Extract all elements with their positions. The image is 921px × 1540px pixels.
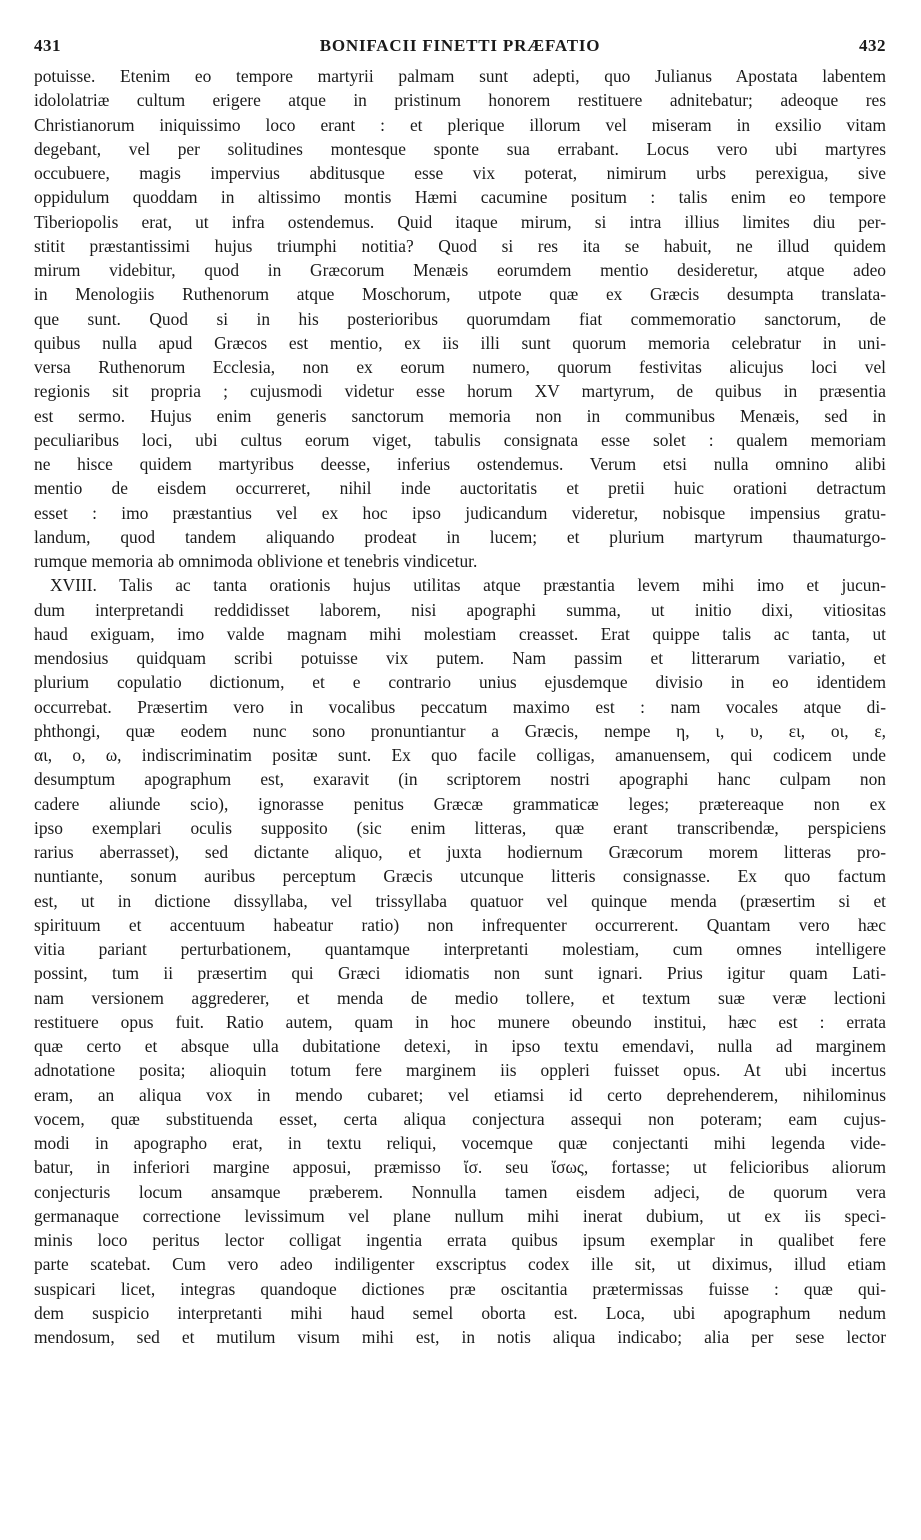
text-line xyxy=(34,1374,886,1398)
text-line: restituere opus fuit. Ratio autem, quam in hoc munere obeundo institui, hæc est : errata xyxy=(34,1011,886,1032)
text-line: dem suspicio interpretanti mihi haud semel oborta est. Loca, ubi apographum nedum xyxy=(34,1302,886,1323)
text-line: que sunt. Quod si in his posterioribus quorumdam fiat commemoratio sanctorum, de xyxy=(34,308,886,329)
text-line: ne hisce quidem martyribus deesse, inferius ostendemus. Verum etsi nulla omnino alibi xyxy=(34,454,886,474)
text-line: rarius aberrasset), sed dictante aliquo, et juxta hodiernum Græcorum morem litteras pro- xyxy=(34,842,886,862)
text-line: in Menologiis Ruthenorum atque Moschorum, utpote quæ ex Græcis desumpta translata- xyxy=(34,284,886,305)
text-line: vitia pariant perturbationem, quantamque interpretanti molestiam, cum omnes intelligere xyxy=(34,939,886,959)
text-line: stitit præstantissimi hujus triumphi notitia? Quod si res ita se habuit, ne illud quidem xyxy=(34,235,886,256)
text-line: nuntiante, sonum auribus perceptum Græcis utcunque litteris consignasse. Ex quo factum xyxy=(34,866,886,887)
text-line: nam versionem aggrederer, et menda de medio tollere, et textum suæ veræ lectioni xyxy=(34,987,886,1008)
text-line: minis loco peritus lector colligat ingentia errata quibus ipsum exemplar in qualibet fere xyxy=(34,1230,886,1250)
text-line: idololatriæ cultum erigere atque in pristinum honorem restituere adnitebatur; adeoque res xyxy=(34,90,886,111)
text-line: mendosum, sed et mutilum visum mihi est, in notis aliqua indicabo; alia per sese lector xyxy=(34,1327,886,1347)
text-line: versa Ruthenorum Ecclesia, non ex eorum numero, quorum festivitas alicujus loci vel xyxy=(34,357,886,377)
text-line: mirum videbitur, quod in Græcorum Menæis eorumdem mentio desideretur, atque adeo xyxy=(34,260,886,280)
text-line: ipso exemplari oculis supposito (sic enim litteras, quæ erant transcribendæ, perspiciens xyxy=(34,817,886,838)
text-line: adnotatione posita; alioquin totum fere marginem iis oppleri fuisset opus. At ubi incertus xyxy=(34,1060,886,1081)
text-line: plurium copulatio dictionum, et e contrario unius ejusdemque divisio in eo identidem xyxy=(34,672,886,693)
text-line: modi in apographo erat, in textu reliqui, vocemque quæ conjectanti mihi legenda vide- xyxy=(34,1133,886,1153)
text-line: potuisse. Etenim eo tempore martyrii palmam sunt adepti, quo Julianus Apostata labentem xyxy=(34,66,886,86)
text-line: Tiberiopolis erat, ut infra ostendemus. Quid itaque mirum, si intra illius limites diu per- xyxy=(34,211,886,232)
text-line: est, ut in dictione dissyllaba, vel trissyllaba quatuor vel quinque menda (præsertim si et xyxy=(34,890,886,911)
text-line: landum, quod tandem aliquando prodeat in lucem; et plurium martyrum thaumaturgo- xyxy=(34,526,886,547)
text-line: phthongi, quæ eodem nunc sono pronuntiantur a Græcis, nempe η, ι, υ, ει, οι, ε, xyxy=(34,720,886,741)
text-line xyxy=(34,1349,886,1373)
text-line: quæ certo et absque ulla dubitatione detexi, in ipso textu emendavi, nulla ad marginem xyxy=(34,1036,886,1056)
text-line: mendosius quidquam scribi potuisse vix putem. Nam passim et litterarum variatio, et xyxy=(34,648,886,668)
page-number-right: 432 xyxy=(859,36,886,55)
text-line: quibus nulla apud Græcos est mentio, ex iis illi sunt quorum memoria celebratur in uni- xyxy=(34,332,886,353)
text-line: occubuere, magis impervius abditusque esse vix poterat, nimirum urbs perexigua, sive xyxy=(34,163,886,183)
text-line: peculiaribus loci, ubi cultus eorum viget, tabulis consignata esse solet : qualem memoriam xyxy=(34,429,886,450)
text-line: αι, ο, ω, indiscriminatim positæ sunt. Ex quo facile colligas, amanuensem, qui codicem unde xyxy=(34,745,886,765)
text-line: germanaque correctione levissimum vel plane nullum mihi inerat dubium, ut ex iis speci- xyxy=(34,1205,886,1226)
text-line: batur, in inferiori margine apposui, præmisso ἴσ. seu ἴσως, fortasse; ut felicioribus aliorum xyxy=(34,1157,886,1178)
text-line: desumptum apographum est, exaravit (in scriptorem nostri apographi hanc culpam non xyxy=(34,769,886,790)
text-line: esset : imo præstantius vel ex hoc ipso judicandum videretur, nobisque impensius gratu- xyxy=(34,502,886,523)
text-line: parte scatebat. Cum vero adeo indiligenter exscriptus codex ille sit, ut diximus, illud etiam xyxy=(34,1254,886,1275)
text-line: degebant, vel per solitudines montesque sponte sua errabant. Locus vero ubi martyres xyxy=(34,138,886,159)
text-line: est sermo. Hujus enim generis sanctorum memoria non in communibus Menæis, sed in xyxy=(34,405,886,426)
running-header xyxy=(34,34,886,62)
text-line: spirituum et accentuum habeatur ratio) non infrequenter occurrerent. Quantam vero hæc xyxy=(34,914,886,935)
text-line xyxy=(34,1422,886,1446)
text-line: conjecturis locum ansamque præberem. Nonnulla tamen eisdem adjeci, de quorum vera xyxy=(34,1181,886,1202)
text-line: vocem, quæ substituenda esset, certa aliqua conjectura assequi non poteram; eam cujus- xyxy=(34,1108,886,1129)
text-line: cadere aliunde scio), ignorasse penitus Græcæ grammaticæ leges; prætereaque non ex xyxy=(34,793,886,814)
text-line: regionis sit propria ; cujusmodi videtur esse horum XV martyrum, de quibus in præsentia xyxy=(34,381,886,402)
text-line: suspicari licet, integras quandoque dictiones præ oscitantia prætermissas fuisse : quæ qui- xyxy=(34,1278,886,1299)
body-text xyxy=(34,64,886,1446)
text-line: Christianorum iniquissimo loco erant : et plerique illorum vel miseram in exsilio vitam xyxy=(34,114,886,135)
text-line: haud exiguam, imo valde magnam mihi molestiam creasset. Erat quippe talis ac tanta, ut xyxy=(34,623,886,644)
page-number-left: 431 xyxy=(34,36,61,55)
paragraph-end-line: rumque memoria ab omnimoda oblivione et tenebris vindicetur. xyxy=(34,551,478,571)
text-line: dum interpretandi reddidisset laborem, nisi apographi summa, ut initio dixi, vitiositas xyxy=(34,599,886,620)
section-start-line: XVIII. Talis ac tanta orationis hujus utilitas atque præstantia levem mihi imo et jucun- xyxy=(50,575,886,596)
document-page xyxy=(34,34,886,1524)
text-line: occurrebat. Præsertim vero in vocalibus peccatum maximo est : nam vocales atque di- xyxy=(34,696,886,717)
text-line: eram, an aliqua vox in mendo cubaret; vel etiamsi id certo deprehenderem, nihilominus xyxy=(34,1084,886,1105)
text-line: possint, tum ii præsertim qui Græci idiomatis non sunt ignari. Prius igitur quam Lati- xyxy=(34,963,886,984)
running-title: BONIFACII FINETTI PRÆFATIO xyxy=(319,36,601,55)
text-line xyxy=(34,1398,886,1422)
text-line: mentio de eisdem occurreret, nihil inde auctoritatis et pretii huic orationi detractum xyxy=(34,478,886,499)
text-line: oppidulum quoddam in altissimo montis Hæmi cacumine positum : talis enim eo tempore xyxy=(34,187,886,208)
